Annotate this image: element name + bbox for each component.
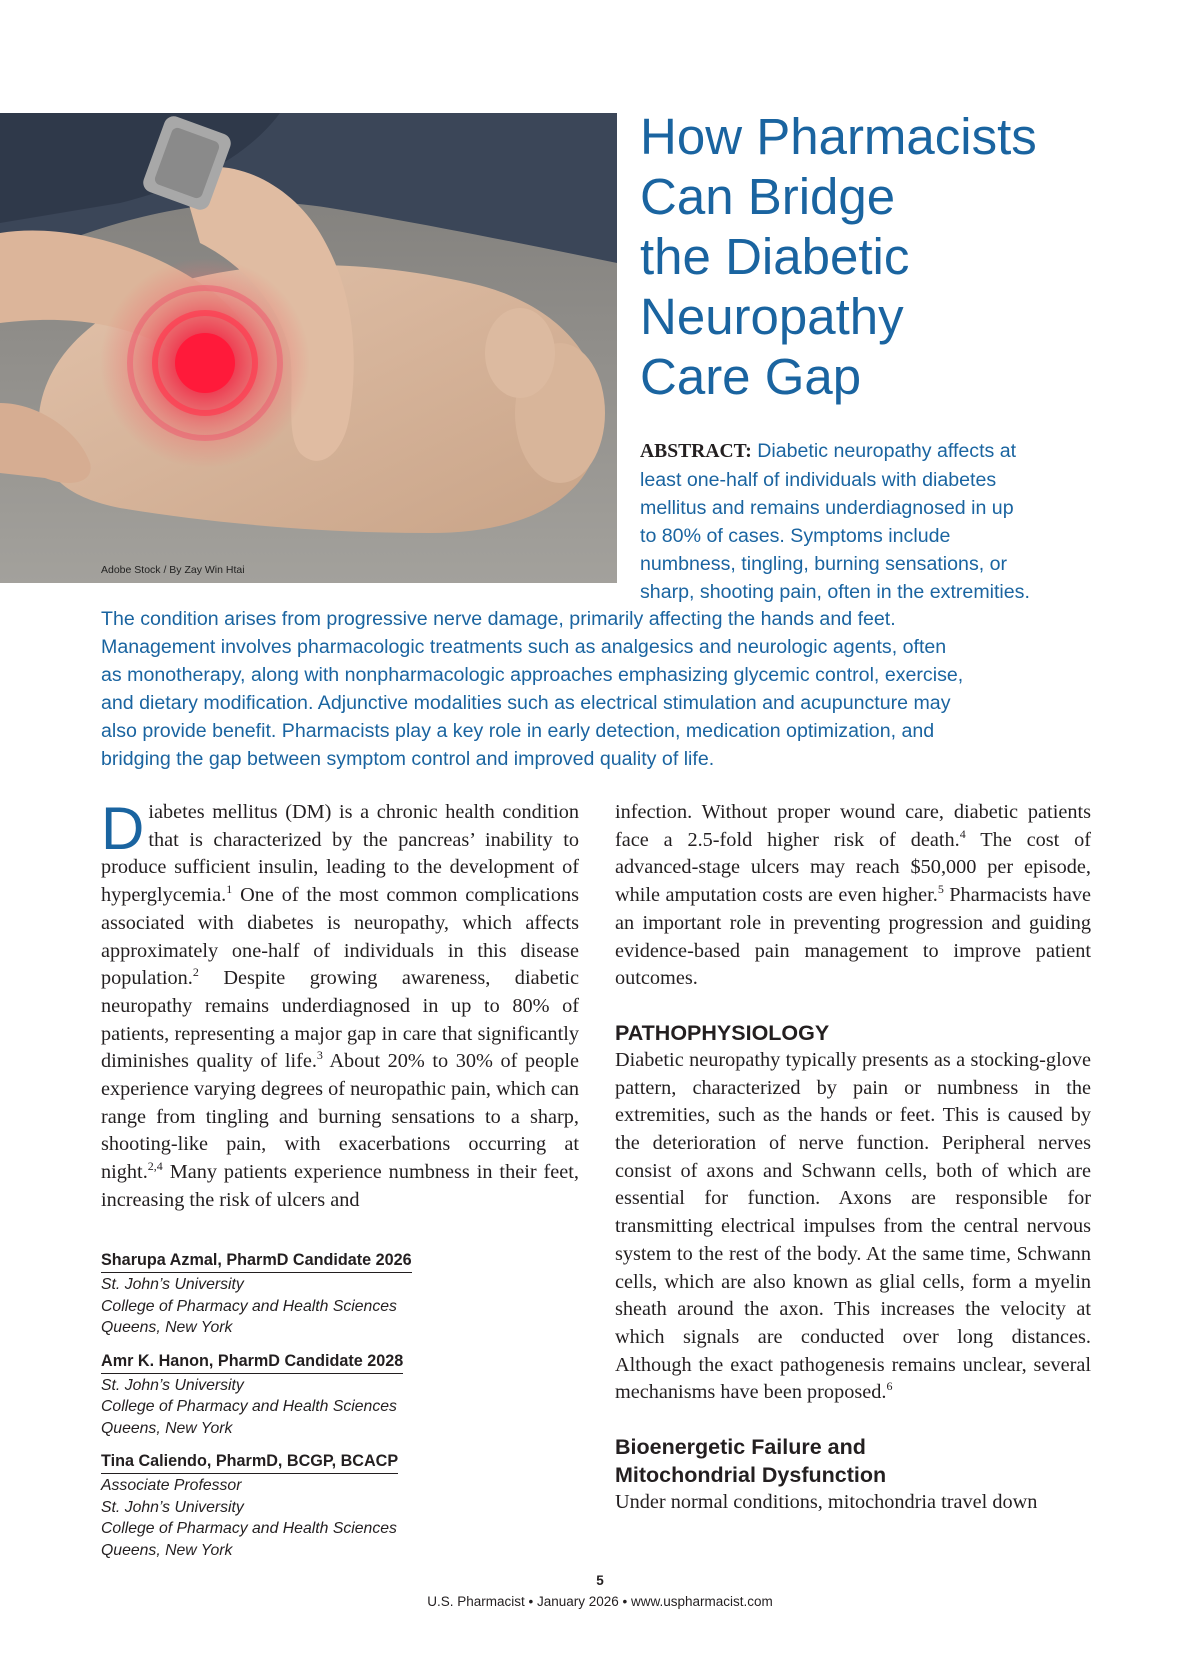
article-title: [640, 107, 1180, 407]
title-line: Can Bridge: [640, 168, 896, 225]
body-text: Pharmacists have an important role in preventing progression and guiding evidence-based pain management to improve patient outcomes.: [615, 884, 1092, 990]
body-text: iabetes mellitus (DM) is a chronic health condition that is characterized by the pancreas’ inability to produce sufficient insulin, leading to the development of hyperglycemia.: [101, 801, 579, 907]
abstract-text: Diabetic neuropathy affects at: [757, 440, 1017, 462]
body-text: One of the most common complications associated with diabetes is neuropathy, which affects approximately one-half of individuals in this disease population.: [101, 884, 579, 990]
citation: 4: [959, 826, 966, 841]
body-paragraph: Under normal conditions, mitochondria travel down: [615, 1491, 1038, 1514]
abstract-line: sharp, shooting pain, often in the extremities.: [640, 581, 1030, 603]
abstract-full: [101, 605, 1200, 773]
body-text: Despite growing awareness, diabetic neuropathy remains underdiagnosed in up to 80% of patients, representing a major gap in care that significantly diminishes quality of life.: [101, 967, 579, 1073]
author-block: [101, 1250, 501, 1339]
title-line: Care Gap: [640, 348, 862, 405]
author-affiliation: College of Pharmacy and Health Sciences: [101, 1398, 397, 1415]
section-heading: PATHOPHYSIOLOGY: [615, 1020, 830, 1045]
title-line: the Diabetic: [640, 228, 910, 285]
author-name: Sharupa Azmal, PharmD Candidate 2026: [101, 1250, 412, 1273]
abstract-line: also provide benefit. Pharmacists play a key role in early detection, medication optimization, and: [101, 720, 935, 742]
photo-credit: Adobe Stock / By Zay Win Htai: [101, 564, 245, 576]
author-name: Tina Caliendo, PharmD, BCGP, BCACP: [101, 1451, 398, 1474]
citation: 6: [886, 1379, 893, 1394]
author-affiliation: Queens, New York: [101, 1541, 233, 1559]
page-footer: U.S. Pharmacist • January 2026 • www.uspharmacist.com: [427, 1594, 773, 1609]
body-text: infection. Without proper wound care, diabetic patients face a 2.5-fold higher risk of death.: [615, 801, 1091, 851]
abstract-line: The condition arises from progressive nerve damage, primarily affecting the hands and feet.: [101, 608, 896, 630]
author-affiliation: Queens, New York: [101, 1419, 233, 1437]
page-number: 5: [596, 1573, 604, 1588]
body-paragraph: [101, 795, 579, 1215]
body-column-left: [101, 795, 579, 1215]
abstract-top: [640, 437, 1200, 606]
citation: 3: [316, 1048, 323, 1063]
title-line: How Pharmacists: [640, 108, 1037, 165]
author-affiliation: St. John’s University: [101, 1276, 244, 1293]
author-name: Amr K. Hanon, PharmD Candidate 2028: [101, 1351, 403, 1374]
subsection-heading: [615, 1433, 1091, 1489]
subsection-heading-line: Mitochondrial Dysfunction: [615, 1463, 887, 1488]
author-affiliation: St. John’s University: [101, 1376, 244, 1394]
title-line: Neuropathy: [640, 288, 904, 345]
abstract-line: Management involves pharmacologic treatments such as analgesics and neurologic agents, often: [101, 636, 947, 658]
author-affiliation: College of Pharmacy and Health Sciences: [101, 1520, 397, 1537]
abstract-line: to 80% of cases. Symptoms include: [640, 525, 951, 547]
body-paragraph: [615, 799, 1091, 993]
abstract-line: [640, 437, 1200, 466]
drop-cap: D: [101, 795, 145, 862]
body-column-right: [615, 799, 1091, 1517]
abstract-line: bridging the gap between symptom control and improved quality of life.: [101, 748, 715, 770]
abstract-line: mellitus and remains underdiagnosed in up: [640, 497, 1014, 519]
author-list: [101, 1250, 501, 1573]
body-text: The cost of advanced-stage ulcers may reach $50,000 per episode, while amputation costs are even higher.: [615, 828, 1091, 907]
abstract-line: numbness, tingling, burning sensations, or: [640, 553, 1008, 575]
subsection-heading-line: Bioenergetic Failure and: [615, 1435, 866, 1460]
body-text: Many patients experience numbness in their feet, increasing the risk of ulcers and: [101, 1161, 579, 1211]
author-block: [101, 1351, 501, 1440]
author-affiliation: Associate Professor: [101, 1477, 242, 1494]
abstract-line: and dietary modification. Adjunctive modalities such as electrical stimulation and acupuncture may: [101, 692, 951, 714]
author-block: [101, 1451, 501, 1561]
body-paragraph: [615, 1047, 1091, 1407]
citation: 2: [192, 965, 199, 980]
abstract-line: as monotherapy, along with nonpharmacologic approaches emphasizing glycemic control, exercise,: [101, 664, 964, 686]
citation: 1: [226, 882, 233, 897]
citation: 5: [937, 882, 944, 897]
abstract-label: ABSTRACT:: [640, 441, 752, 462]
body-text: Diabetic neuropathy typically presents as a stocking-glove pattern, characterized by pain or numbness in the extremities, such as the hands or feet. This is caused by the deterioration of nerve function. Peripheral nerves consist of axons and Schwann cells, both of which are essential for function. Axons are responsible for transmitting electrical impulses from the central nervous system to the rest of the body. At the same time, Schwann cells, which are also known as glial cells, form a myelin sheath around the axon. This increases the velocity at which signals are conducted over long distances. Although the exact pathogenesis remains unclear, several mechanisms have been proposed.: [615, 1048, 1091, 1404]
hero-photo: [0, 113, 617, 583]
author-affiliation: Queens, New York: [101, 1319, 233, 1336]
foot-pain-illustration: [0, 113, 617, 583]
author-affiliation: St. John’s University: [101, 1498, 244, 1516]
body-text: About 20% to 30% of people experience varying degrees of neuropathic pain, which can range from tingling and burning sensations to a sharp, shooting-like pain, with exacerbations occurring at night.: [101, 1050, 579, 1184]
abstract-line: least one-half of individuals with diabetes: [640, 469, 997, 491]
citation: 2,4: [147, 1159, 163, 1174]
author-affiliation: College of Pharmacy and Health Sciences: [101, 1297, 397, 1315]
